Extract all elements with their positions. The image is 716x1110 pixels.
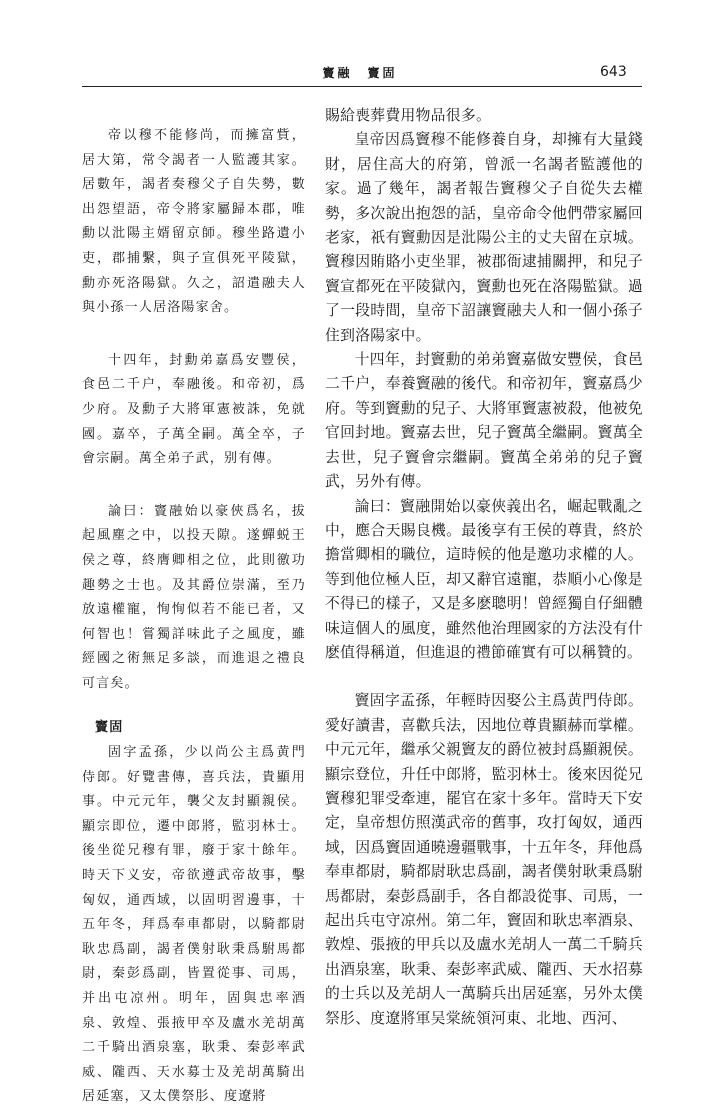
right-paragraph-1: 賜給喪葬費用物品很多。 — [325, 107, 492, 124]
header-rule — [82, 86, 642, 87]
left-paragraph-2: 十四年，封勳弟嘉爲安豐侯，食邑二千户，奉融後。和帝初，爲少府。及勳子大將軍憲被誅，免就國。嘉卒，子萬全嗣。萬全卒，子會宗嗣。萬全弟子武，别有傳。 — [82, 352, 306, 467]
running-title: 竇融 竇固 — [322, 66, 398, 80]
right-paragraph-3: 十四年，封竇勳的弟弟竇嘉做安豐侯，食邑二千户，奉養竇融的後代。和帝初年，竇嘉爲少府。等到竇勳的兒子、大將軍竇憲被殺，他被免官回封地。竇嘉去世，兒子竇萬全繼嗣。竇萬全去世，兒子竇會宗繼嗣。竇萬全弟弟的兒子竇武，另外有傳。 — [325, 351, 643, 491]
right-paragraph-4: 論曰：竇融開始以豪俠義出名，崛起戰亂之中，應合天賜良機。最後享有王侯的尊貴，終於擔當卿相的職位，這時候的他是邀功求權的人。等到他位極人臣，却又辭官遠寵，恭順小心像是不得已的樣子，又是多麽聰明！曾經獨自仔細體味這個人的風度，雖然他治理國家的方法没有什麽值得稱道，但進退的禮節確實有可以稱贊的。 — [325, 497, 643, 661]
paragraph-gap — [82, 696, 306, 716]
page-number: 643 — [600, 64, 627, 80]
left-paragraph-4: 固字孟孫，少以尚公主爲黄門侍郎。好覽書傳，喜兵法，貴顯用事。中元元年，襲父友封顯親侯。顯宗即位，遷中郎將，監羽林士。後坐從兄穆有罪，廢于家十餘年。時天下义安，帝欲遵武帝故事，擊匈奴，通西域，以固明習邊事，十五年冬，拜爲奉車都尉，以騎都尉耿忠爲副，謁者僕射耿秉爲駙馬都尉，秦彭爲副，皆置從事、司馬，并出屯凉州。明年，固與忠率酒泉、敦煌、張掖甲卒及盧水羌胡萬二千騎出酒泉塞，耿秉、秦彭率武威、隴西、天水募士及羌胡萬騎出居延塞，又太僕祭肜、度遼將 — [82, 745, 306, 1105]
section-title: 竇固 — [95, 720, 124, 736]
translation-column — [325, 104, 643, 1031]
right-paragraph-2: 皇帝因爲竇穆不能修養自身，却擁有大量錢財，居住高大的府第，曾派一名謁者監護他的家。過了幾年，謁者報告竇穆父子自從失去權勢，多次說出抱怨的話，皇帝命令他們帶家屬回老家，祇有竇勳因是沘陽公主的丈夫留在京城。竇穆因賄賂小吏坐罪，被郡衙逮捕關押，和兒子竇宣都死在平陵獄內，竇勳也死在洛陽監獄。過了一段時間，皇帝下詔讓竇融夫人和一個小孫子住到洛陽家中。 — [325, 131, 643, 344]
right-paragraph-5: 竇固字孟孫，年輕時因娶公主爲黄門侍郎。愛好讀書，喜歡兵法，因地位尊貴顯赫而掌權。中元元年，繼承父親竇友的爵位被封爲顯親侯。顯宗登位，升任中郎將，監羽林士。後來因從兄竇穆犯罪受牽連，罷官在家十多年。當時天下安定，皇帝想仿照漢武帝的舊事，攻打匈奴，通西域，因爲竇固通曉邊疆戰事，十五年冬，拜他爲奉車都尉，騎都尉耿忠爲副，謁者僕射耿秉爲駙馬都尉，秦彭爲副手，各自都設從事、司馬，一起出兵屯守凉州。第二年，竇固和耿忠率酒泉、敦煌、張掖的甲兵以及盧水羌胡人一萬二千騎兵出酒泉塞，耿秉、秦彭率武威、隴西、天水招募的士兵以及羌胡人一萬騎兵出居延塞，另外太僕祭肜、度遼將軍吴棠統領河東、北地、西河、 — [325, 692, 643, 1027]
paragraph-gap — [82, 321, 306, 349]
original-text-column — [82, 124, 306, 1110]
page-header — [0, 64, 716, 86]
left-paragraph-3: 論曰：竇融始以豪俠爲名，拔起風塵之中，以投天隙。遂蟬蜕王侯之尊，終膺卿相之位，此則徼功趣勢之士也。及其爵位崇滿，至乃放遠權寵，恂恂似若不能已者，又何智也！嘗獨詳味此子之風度，雖經國之術無足多談，而進退之禮良可言矣。 — [82, 503, 306, 691]
left-paragraph-1: 帝以穆不能修尚，而擁富貲，居大第，常令謁者一人監護其家。居數年，謁者奏穆父子自失勢，數出怨望語，帝令將家屬歸本郡，唯勳以沘陽主婿留京師。穆坐路遺小吏，郡捕繫，與子宣俱死平陵獄，勳亦死洛陽獄。久之，詔遣融夫人與小孫一人居洛陽家舍。 — [82, 128, 306, 316]
paragraph-gap — [82, 472, 306, 500]
paragraph-gap — [325, 665, 643, 689]
